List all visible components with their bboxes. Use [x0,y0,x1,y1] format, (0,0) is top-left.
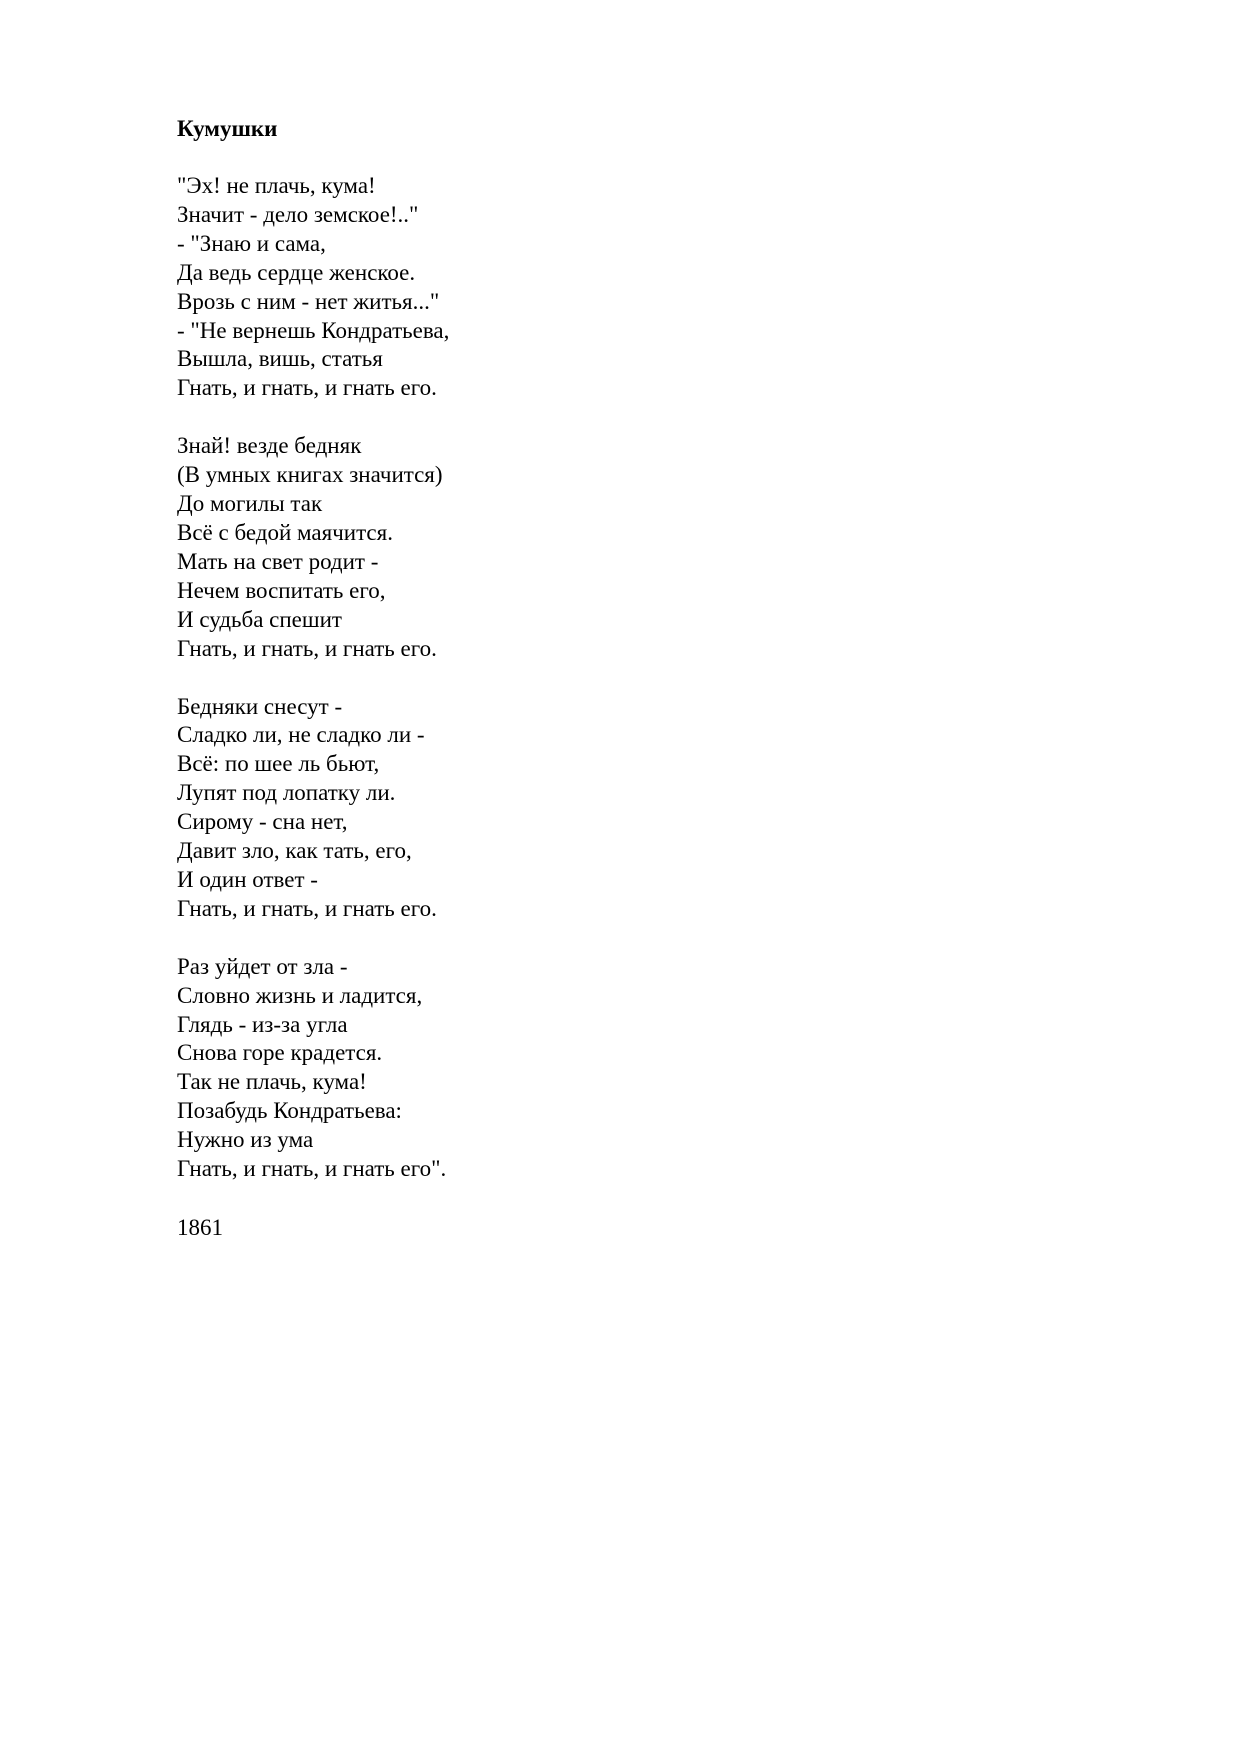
poem-line: (В умных книгах значится) [177,462,443,488]
poem-line: До могилы так [177,491,323,517]
poem-body [177,114,1077,1242]
stanza-3 [177,693,1077,924]
poem-line: Значит - дело земское!.." [177,201,419,227]
poem-line: Вышла, вишь, статья [177,346,383,372]
poem-line: Да ведь сердце женское. [177,259,416,285]
poem-line: Знай! везде бедняк [177,433,362,459]
poem-line: Нечем воспитать его, [177,577,386,603]
poem-line: Всё: по шее ль бьют, [177,751,380,777]
poem-line: И судьба спешит [177,606,342,632]
poem-line: - "Не вернешь Кондратьева, [177,317,450,343]
poem-line: Так не плачь, кума! [177,1069,367,1095]
poem-line: Сирому - сна нет, [177,809,348,835]
poem-line: Снова горе крадется. [177,1040,383,1066]
poem-line: Позабудь Кондратьева: [177,1098,402,1124]
poem-line: Гнать, и гнать, и гнать его". [177,1156,447,1182]
stanza-2 [177,432,1077,663]
poem-line: - "Знаю и сама, [177,230,326,256]
poem-line: Словно жизнь и ладится, [177,982,423,1008]
stanza-4 [177,953,1077,1184]
stanza-1 [177,172,1077,403]
poem-line: Бедняки снесут - [177,693,343,719]
poem-line: "Эх! не плачь, кума! [177,173,376,198]
poem-line: Лупят под лопатку ли. [177,780,396,806]
poem-line: Гнать, и гнать, и гнать его. [177,635,437,661]
poem-title: Кумушки [177,116,278,141]
poem-line: Давит зло, как тать, его, [177,838,412,864]
poem-line: Гнать, и гнать, и гнать его. [177,375,437,401]
poem-line: Гнать, и гнать, и гнать его. [177,895,437,921]
poem-line: Сладко ли, не сладко ли - [177,722,425,748]
poem-line: Глядь - из-за угла [177,1011,348,1037]
poem-line: Всё с бедой маячится. [177,519,393,545]
poem-line: Нужно из ума [177,1127,314,1153]
poem-line: Мать на свет родит - [177,548,379,574]
poem-line: Раз уйдет от зла - [177,953,348,979]
poem-year: 1861 [177,1215,223,1240]
poem-line: И один ответ - [177,866,318,892]
poem-line: Врозь с ним - нет житья..." [177,288,440,314]
